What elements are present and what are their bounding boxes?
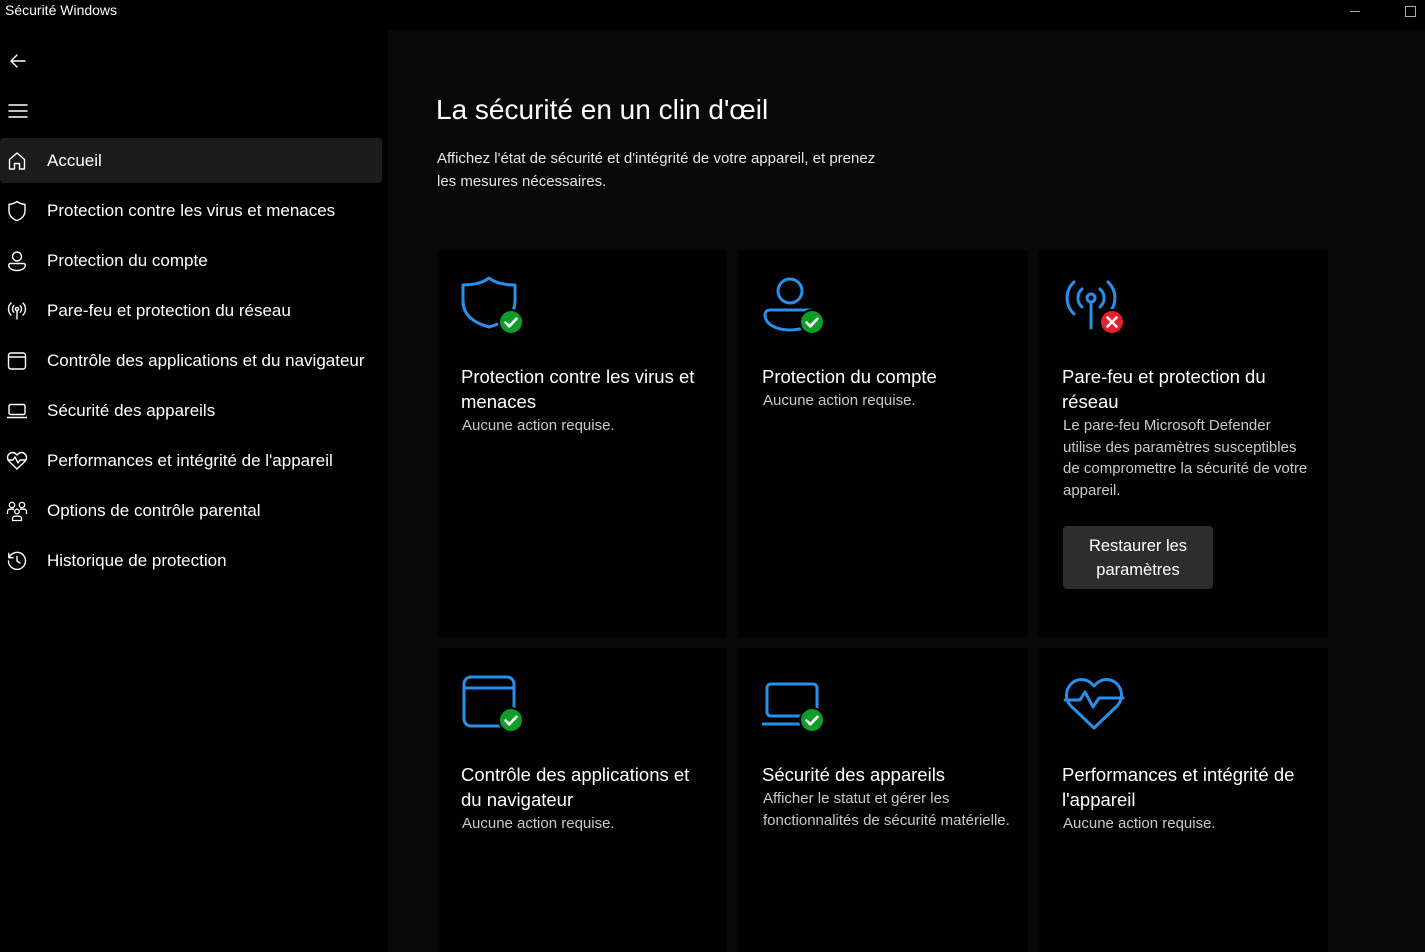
heart-pulse-icon: [1062, 672, 1132, 737]
antenna-status-icon: [1062, 274, 1132, 339]
app-window-status-icon: [461, 672, 531, 737]
minimize-button[interactable]: [1335, 0, 1375, 22]
sidebar-item-label: Options de contrôle parental: [47, 500, 261, 520]
back-button[interactable]: [6, 50, 30, 72]
shield-status-icon: [461, 274, 531, 339]
page-description: Affichez l'état de sécurité et d'intégrité de votre appareil, et prenez les mesures nécessaires.: [437, 150, 876, 190]
card-virus-protection[interactable]: [437, 250, 727, 637]
check-badge-icon: [498, 707, 524, 733]
app-window-icon: [6, 350, 28, 372]
antenna-icon: [6, 300, 28, 322]
sidebar-item-label: Performances et intégrité de l'appareil: [47, 450, 333, 470]
error-badge-icon: [1099, 309, 1125, 335]
home-icon: [6, 150, 28, 172]
sidebar-item-label: Pare-feu et protection du réseau: [47, 300, 291, 320]
laptop-icon: [762, 672, 832, 737]
family-icon: [6, 500, 28, 522]
sidebar-item-label: Contrôle des applications et du navigateur: [47, 351, 365, 370]
card-status: Aucune action requise.: [462, 815, 615, 832]
card-device-performance[interactable]: [1038, 648, 1328, 952]
sidebar-item-device-security[interactable]: [0, 388, 382, 433]
title-bar: [0, 0, 1425, 30]
sidebar-item-label: Sécurité des appareils: [47, 400, 216, 420]
card-title: Pare-feu et protection du réseau: [1062, 366, 1266, 412]
maximize-icon: [1405, 6, 1416, 17]
menu-button[interactable]: [6, 100, 30, 122]
check-badge-icon: [799, 309, 825, 335]
back-arrow-icon: [9, 53, 27, 69]
antenna-icon: [1062, 274, 1132, 339]
card-title: Contrôle des applications et du navigateur: [461, 764, 690, 810]
card-firewall[interactable]: [1038, 250, 1328, 637]
heart-pulse-icon: [6, 450, 28, 472]
sidebar-item-virus-protection[interactable]: [0, 188, 382, 233]
card-title: Protection contre les virus et menaces: [461, 366, 695, 412]
card-status: Afficher le statut et gérer les fonctionnalités de sécurité matérielle.: [763, 790, 1010, 829]
maximize-button[interactable]: [1390, 0, 1425, 22]
check-badge-icon: [498, 309, 524, 335]
minimize-icon: [1350, 11, 1360, 12]
card-title: Performances et intégrité de l'appareil: [1062, 764, 1295, 810]
heart-pulse-status-icon: [1062, 672, 1132, 737]
main-content: [388, 30, 1425, 952]
card-status: Aucune action requise.: [462, 417, 615, 434]
laptop-status-icon: [762, 672, 832, 737]
card-account-protection[interactable]: [738, 250, 1028, 637]
laptop-icon: [6, 400, 28, 422]
shield-icon: [6, 200, 28, 222]
card-title: Protection du compte: [762, 366, 937, 387]
shield-icon: [461, 274, 531, 339]
card-status: Aucune action requise.: [763, 392, 916, 409]
sidebar-item-label: Protection du compte: [47, 250, 208, 270]
sidebar-item-parental-controls[interactable]: [0, 488, 382, 533]
sidebar-item-accueil[interactable]: [0, 138, 382, 183]
sidebar-item-account-protection[interactable]: [0, 238, 382, 283]
sidebar-item-protection-history[interactable]: [0, 538, 382, 583]
card-status: Aucune action requise.: [1063, 815, 1216, 832]
person-icon: [762, 274, 832, 339]
page-title: La sécurité en un clin d'œil: [436, 94, 769, 125]
sidebar-item-device-performance[interactable]: [0, 438, 382, 483]
app-window-icon: [461, 672, 531, 737]
card-title: Sécurité des appareils: [762, 764, 946, 785]
card-device-security[interactable]: [738, 648, 1028, 952]
sidebar-item-label: Historique de protection: [47, 550, 227, 570]
person-status-icon: [762, 274, 832, 339]
history-icon: [6, 550, 28, 572]
sidebar: [0, 30, 388, 952]
sidebar-item-app-browser-control[interactable]: [0, 338, 382, 384]
card-status: Le pare-feu Microsoft Defender utilise des paramètres susceptibles de compromettre la sécurité de votre appareil.: [1063, 417, 1308, 500]
app-title: Sécurité Windows: [5, 2, 118, 18]
sidebar-item-label: Protection contre les virus et menaces: [47, 200, 336, 220]
restore-settings-button[interactable]: Restaurer les paramètres: [1063, 526, 1213, 589]
check-badge-icon: [799, 707, 825, 733]
sidebar-item-firewall[interactable]: [0, 288, 382, 333]
hamburger-icon: [8, 104, 28, 118]
sidebar-item-label: Accueil: [47, 150, 102, 170]
card-app-browser-control[interactable]: [437, 648, 727, 952]
person-icon: [6, 250, 28, 272]
